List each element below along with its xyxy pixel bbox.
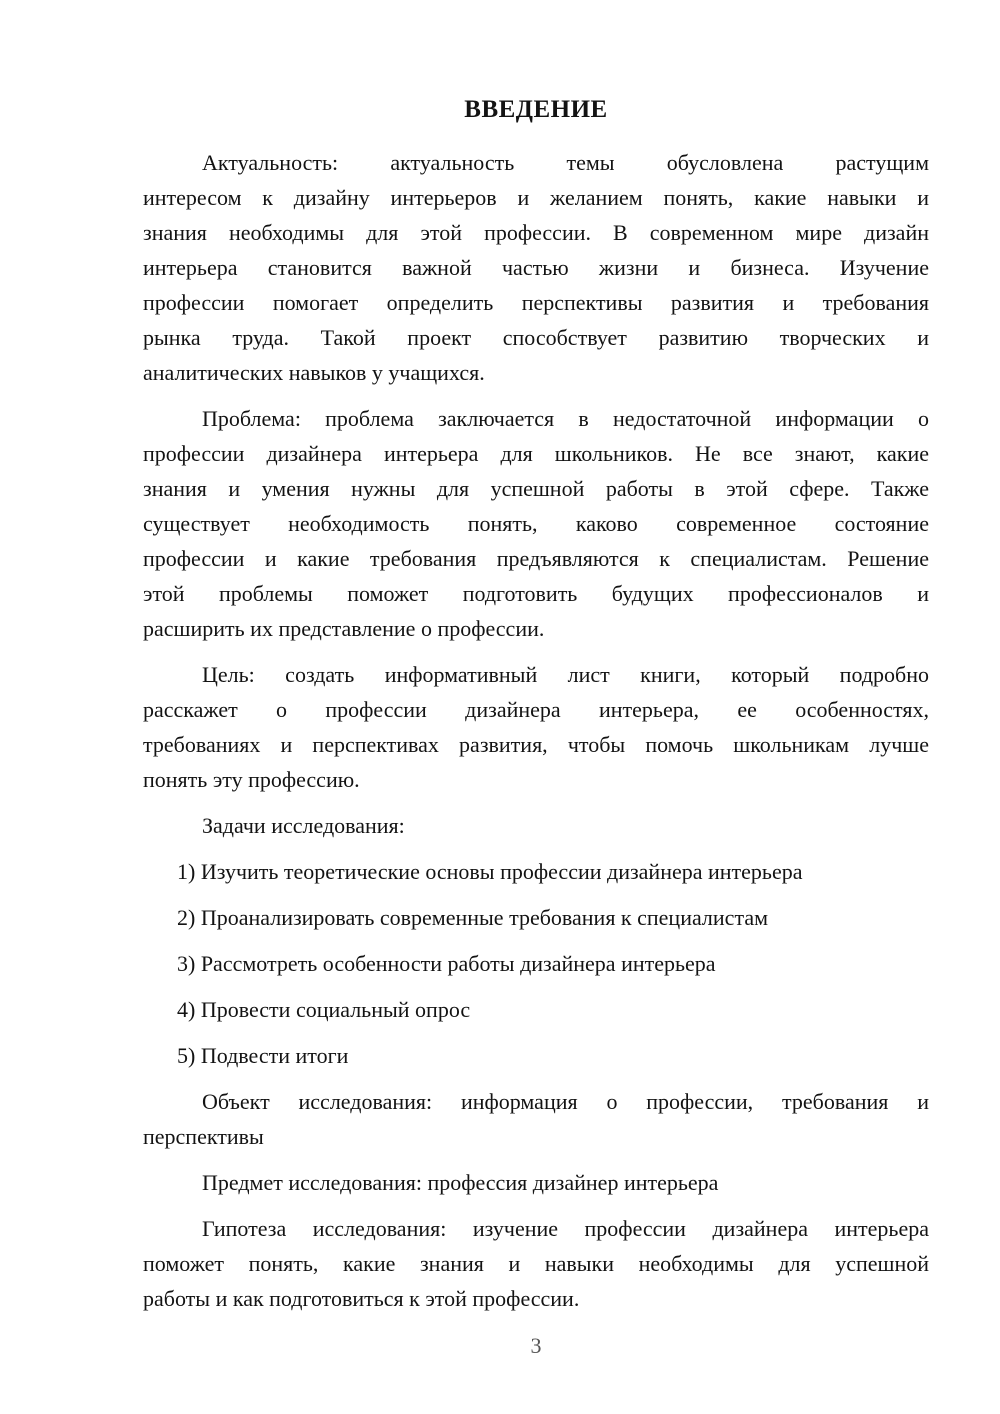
page-title: ВВЕДЕНИЕ bbox=[464, 96, 608, 123]
text-line: рынка труда. Такой проект способствует развитию творческих и bbox=[143, 325, 929, 350]
text-line: 5) Подвести итоги bbox=[177, 1043, 349, 1068]
text-line: 1) Изучить теоретические основы профессии дизайнера интерьера bbox=[177, 859, 803, 884]
text-line: интересом к дизайну интерьеров и желанием понять, какие навыки и bbox=[143, 185, 929, 210]
text-line: понять эту профессию. bbox=[143, 767, 360, 792]
paragraph-aktualnost bbox=[143, 145, 929, 390]
text-line: профессии дизайнера интерьера для школьников. Не все знают, какие bbox=[143, 441, 929, 466]
text-line: 2) Проанализировать современные требования к специалистам bbox=[177, 905, 769, 930]
text-line: Задачи исследования: bbox=[202, 813, 405, 838]
task-item-4 bbox=[143, 992, 929, 1027]
text-line: Объект исследования: информация о профессии, требования и bbox=[202, 1089, 929, 1114]
document-body bbox=[143, 145, 929, 1316]
text-line: поможет понять, какие знания и навыки необходимы для успешной bbox=[143, 1251, 929, 1276]
text-line: аналитических навыков у учащихся. bbox=[143, 360, 485, 385]
text-line: расскажет о профессии дизайнера интерьера, ее особенностях, bbox=[143, 697, 929, 722]
paragraph-cel bbox=[143, 657, 929, 797]
text-line: существует необходимость понять, каково современное состояние bbox=[143, 511, 929, 536]
task-item-3 bbox=[143, 946, 929, 981]
paragraph-problema bbox=[143, 401, 929, 646]
text-line: 4) Провести социальный опрос bbox=[177, 997, 471, 1022]
text-line: этой проблемы поможет подготовить будущих профессионалов и bbox=[143, 581, 929, 606]
text-line: профессии помогает определить перспективы развития и требования bbox=[143, 290, 929, 315]
text-line: требованиях и перспективах развития, чтобы помочь школьникам лучше bbox=[143, 732, 929, 757]
text-line: Гипотеза исследования: изучение профессии дизайнера интерьера bbox=[202, 1216, 929, 1241]
text-line: Актуальность: актуальность темы обусловлена растущим bbox=[202, 150, 929, 175]
task-item-2 bbox=[143, 900, 929, 935]
text-line: знания необходимы для этой профессии. В современном мире дизайн bbox=[143, 220, 929, 245]
text-line: расширить их представление о профессии. bbox=[143, 616, 545, 641]
text-line: работы и как подготовиться к этой профессии. bbox=[143, 1286, 580, 1311]
page-number: 3 bbox=[530, 1333, 542, 1358]
text-line: Цель: создать информативный лист книги, который подробно bbox=[202, 662, 929, 687]
text-line: 3) Рассмотреть особенности работы дизайнера интерьера bbox=[177, 951, 716, 976]
text-line: Проблема: проблема заключается в недостаточной информации о bbox=[202, 406, 929, 431]
paragraph-predmet bbox=[143, 1165, 929, 1200]
paragraph-gipoteza bbox=[143, 1211, 929, 1316]
paragraph-zadachi-header bbox=[143, 808, 929, 843]
task-item-1 bbox=[143, 854, 929, 889]
task-item-5 bbox=[143, 1038, 929, 1073]
paragraph-obekt bbox=[143, 1084, 929, 1154]
text-line: перспективы bbox=[143, 1124, 264, 1149]
text-line: профессии и какие требования предъявляются к специалистам. Решение bbox=[143, 546, 929, 571]
text-line: Предмет исследования: профессия дизайнер интерьера bbox=[202, 1170, 719, 1195]
text-line: интерьера становится важной частью жизни и бизнеса. Изучение bbox=[143, 255, 929, 280]
text-line: знания и умения нужны для успешной работы в этой сфере. Также bbox=[143, 476, 929, 501]
